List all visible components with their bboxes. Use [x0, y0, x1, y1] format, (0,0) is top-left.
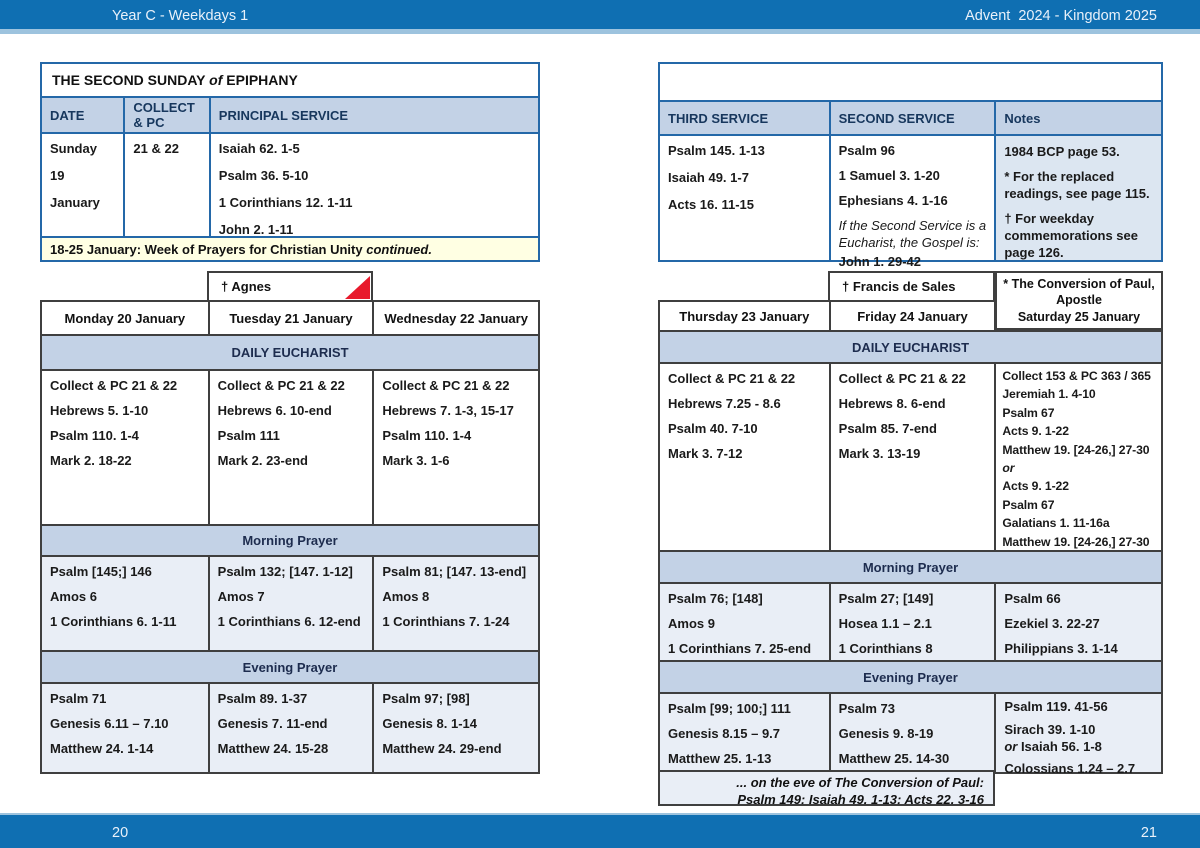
reading-line: Collect 153 & PC 363 / 365: [1002, 369, 1151, 383]
reading-line: Hebrews 5. 1-10: [50, 403, 149, 418]
reading-line: 1 Corinthians 7. 25-end: [668, 641, 812, 656]
reading-line: Matthew 25. 1-13: [668, 751, 772, 766]
reading-line: Psalm 119. 41-56: [1004, 699, 1108, 714]
reading-line: Matthew 24. 29-end: [382, 741, 502, 756]
section-daily-eucharist: DAILY EUCHARIST: [660, 332, 1161, 362]
section-row: [660, 550, 1161, 582]
reading-line: Psalm 110. 1-4: [382, 428, 472, 443]
reading-line: Mark 3. 13-19: [838, 446, 921, 461]
reading-line: Hebrews 6. 10-end: [217, 403, 332, 418]
collect-cell: [123, 134, 208, 236]
reading-line: Psalm 76; [148]: [668, 591, 763, 606]
reading-line: Isaiah 49. 1-7: [668, 170, 749, 185]
reading-line: Psalm 96: [838, 143, 896, 158]
feast-cell-agnes: [207, 271, 373, 302]
reading-line: Collect & PC 21 & 22: [50, 378, 178, 393]
feast-cell-francis-de-sales: [828, 271, 995, 302]
reading-line: 1 Corinthians 6. 1-11: [50, 614, 177, 629]
unity-note-text: 18-25 January: Week of Prayers for Christian Unity: [50, 242, 367, 257]
page-number-left: 20: [112, 825, 129, 841]
sunday-body-row: [42, 132, 538, 236]
morning-friday-cell: [829, 584, 995, 660]
reading-line: Hebrews 8. 6-end: [838, 396, 946, 411]
reading-line: Psalm 27; [149]: [838, 591, 934, 606]
reading-line: Acts 9. 1-22: [1002, 479, 1069, 494]
section-row: [42, 524, 538, 555]
reading-line: Collect & PC 21 & 22: [217, 378, 345, 393]
reading-line: [1004, 738, 1155, 755]
feast-flag-icon: [345, 276, 370, 299]
day-header-wednesday: Wednesday 22 January: [372, 302, 538, 334]
empty-title-cell: [660, 64, 1161, 100]
reading-line: Psalm 40. 7-10: [668, 421, 758, 436]
eucharist-tuesday-cell: [208, 371, 373, 524]
morning-saturday-cell: [994, 584, 1161, 660]
reading-line: Mark 3. 7-12: [668, 446, 743, 461]
reading-line: Hebrews 7.25 - 8.6: [668, 396, 781, 411]
morning-wednesday-cell: [372, 557, 538, 650]
eucharist-wednesday-cell: [372, 371, 538, 524]
morning-prayer-row: [42, 555, 538, 650]
week-table-left: [40, 300, 540, 774]
morning-tuesday-cell: [208, 557, 373, 650]
reading-line: Psalm 67: [1002, 405, 1055, 420]
feast-label: † Agnes: [221, 279, 272, 294]
section-row: [660, 660, 1161, 692]
reading-line: Jeremiah 1. 4-10: [1002, 387, 1096, 402]
morning-monday-cell: [42, 557, 208, 650]
or-separator: or: [1002, 461, 1015, 476]
reading-line: Amos 7: [217, 589, 265, 604]
reading-line: Ezekiel 3. 22-27: [1004, 616, 1100, 631]
reading-line: Amos 9: [668, 616, 715, 631]
day-header-saturday: Saturday 25 January: [1017, 309, 1141, 324]
note-line: * For the replaced readings, see page 115.: [1004, 169, 1150, 201]
reading-line: Psalm 67: [1002, 497, 1055, 512]
reading-line: Collect & PC 21 & 22: [382, 378, 510, 393]
reading-line: 1 Samuel 3. 1-20: [838, 168, 940, 183]
reading-line: Isaiah 62. 1-5: [218, 141, 300, 156]
reading-line: Psalm 132; [147. 1-12]: [217, 564, 353, 579]
day-header-row: [42, 302, 538, 334]
header-principal-service: PRINCIPAL SERVICE: [209, 98, 538, 132]
reading-line: Genesis 6.11 – 7.10: [50, 716, 169, 731]
reading-line: 1 Corinthians 6. 12-end: [217, 614, 361, 629]
unity-note-continued: continued.: [366, 242, 432, 257]
header-notes: Notes: [994, 102, 1161, 134]
date-line: 19: [50, 168, 65, 183]
reading-line: Psalm [145;] 146: [50, 564, 152, 579]
reading-line: Psalm 145. 1-13: [668, 143, 765, 158]
header-date: DATE: [50, 107, 85, 123]
day-header-tuesday: Tuesday 21 January: [208, 302, 373, 334]
eucharist-thursday-cell: [660, 364, 829, 550]
sunday-title-row-empty: [660, 64, 1161, 100]
third-service-cell: [660, 136, 829, 260]
reading-line: Matthew 19. [24-26,] 27-30: [1002, 534, 1150, 549]
date-cell: [42, 134, 123, 236]
day-header-friday: Friday 24 January: [829, 302, 995, 330]
reading-line: Hosea 1.1 – 2.1: [838, 616, 932, 631]
reading-line: Sirach 39. 1-10: [1004, 722, 1096, 737]
reading-line: Ephesians 4. 1-16: [838, 193, 948, 208]
reading-line: Philippians 3. 1-14: [1004, 641, 1118, 656]
reading-line: 1 Corinthians 12. 1-11: [218, 195, 353, 210]
eucharist-friday-cell: [829, 364, 995, 550]
title-italic: of: [209, 72, 223, 88]
header-second-service: SECOND SERVICE: [829, 102, 995, 134]
second-service-cell: [829, 136, 995, 269]
services-header-row: [660, 100, 1161, 134]
reading-line: Psalm 81; [147. 13-end]: [382, 564, 527, 579]
morning-thursday-cell: [660, 584, 829, 660]
reading-line: Mark 2. 18-22: [50, 453, 132, 468]
reading-line: Psalm 89. 1-37: [217, 691, 308, 706]
feast-label: † Francis de Sales: [842, 279, 956, 294]
date-line: Sunday: [50, 141, 97, 156]
reading-line: 1 Corinthians 7. 1-24: [382, 614, 510, 629]
header-collect-pc: COLLECT & PC: [123, 98, 208, 132]
reading-line: John 1. 29-42: [838, 254, 922, 269]
saturday-feast-label: * The Conversion of Paul, Apostle: [1003, 276, 1155, 308]
reading-line: Psalm 110. 1-4: [50, 428, 139, 443]
eucharist-monday-cell: [42, 371, 208, 524]
morning-prayer-row: [660, 582, 1161, 660]
evening-friday-cell: [829, 694, 995, 772]
reading-line: Matthew 19. [24-26,] 27-30: [1002, 442, 1150, 457]
reading-line: Genesis 9. 8-19: [838, 726, 934, 741]
section-evening-prayer: Evening Prayer: [42, 652, 538, 682]
reading-line: Psalm 85. 7-end: [838, 421, 937, 436]
section-morning-prayer: Morning Prayer: [42, 526, 538, 555]
reading-line: Mark 3. 1-6: [382, 453, 450, 468]
evening-wednesday-cell: [372, 684, 538, 772]
sunday-title-row: [42, 64, 538, 96]
reading-line: Acts 9. 1-22: [1002, 424, 1069, 439]
day-header-thursday: Thursday 23 January: [679, 308, 810, 324]
notes-cell: [994, 136, 1161, 260]
collect-value: 21 & 22: [133, 141, 179, 156]
page-number-right: 21: [1140, 825, 1157, 841]
reading-line: Psalm 97; [98]: [382, 691, 470, 706]
reading-text: Isaiah 56. 1-8: [1017, 739, 1102, 754]
eve-note-line: ... on the eve of The Conversion of Paul:: [736, 775, 984, 790]
section-row: [42, 650, 538, 682]
reading-line: Matthew 24. 15-28: [217, 741, 329, 756]
title-text: EPIPHANY: [222, 72, 298, 88]
section-row: [42, 334, 538, 369]
season-label: Advent 2024 - Kingdom 2025: [965, 8, 1157, 24]
reading-line: Amos 8: [382, 589, 430, 604]
reading-line: Matthew 25. 14-30: [838, 751, 950, 766]
title-text: THE SECOND SUNDAY: [52, 72, 210, 88]
unity-note: [42, 238, 538, 260]
services-body-row: [660, 134, 1161, 269]
evening-saturday-cell: [994, 694, 1161, 776]
section-evening-prayer: Evening Prayer: [660, 662, 1161, 692]
reading-line: Hebrews 7. 1-3, 15-17: [382, 403, 514, 418]
edition-label: Year C - Weekdays 1: [112, 8, 249, 24]
section-row: [660, 330, 1161, 362]
evening-tuesday-cell: [208, 684, 373, 772]
reading-line: Psalm 71: [50, 691, 107, 706]
sunday-title: [42, 64, 538, 96]
eve-note-line: Psalm 149: Isaiah 49. 1-13: Acts 22. 3-16: [737, 791, 984, 807]
reading-line: Psalm [99; 100;] 111: [668, 701, 791, 716]
note-line: † For weekday commemorations see page 126.: [1004, 211, 1138, 260]
top-header-bar: [0, 0, 1200, 34]
reading-line: Psalm 36. 5-10: [218, 168, 309, 183]
date-line: January: [50, 195, 100, 210]
eucharist-gospel-note: If the Second Service is a Eucharist, the Gospel is:: [838, 218, 987, 250]
reading-line: Colossians 1.24 – 2.7: [1004, 761, 1136, 776]
header-third-service: THIRD SERVICE: [668, 110, 769, 126]
reading-line: Psalm 66: [1004, 591, 1061, 606]
reading-line: Genesis 8. 1-14: [382, 716, 477, 731]
reading-line: Amos 6: [50, 589, 97, 604]
reading-line: Galatians 1. 11-16a: [1002, 516, 1110, 531]
evening-prayer-row: [42, 682, 538, 772]
day-header-monday: Monday 20 January: [64, 310, 186, 326]
saturday-header-cell: [995, 271, 1163, 330]
section-daily-eucharist: DAILY EUCHARIST: [42, 336, 538, 369]
evening-thursday-cell: [660, 694, 829, 772]
sunday-header-row: [42, 96, 538, 132]
reading-line: Genesis 7. 11-end: [217, 716, 328, 731]
evening-prayer-row: [660, 692, 1161, 776]
reading-line: Psalm 73: [838, 701, 896, 716]
eucharist-row: [42, 369, 538, 524]
reading-line: Collect & PC 21 & 22: [838, 371, 966, 386]
sunday-table-left: [40, 62, 540, 262]
week-table-right: [658, 300, 1163, 774]
eve-of-conversion-note: [658, 770, 995, 806]
eucharist-saturday-cell: [994, 364, 1161, 550]
reading-line: Psalm 111: [217, 428, 280, 443]
reading-line: 1 Corinthians 8: [838, 641, 933, 656]
reading-line: John 2. 1-11: [218, 222, 294, 237]
unity-note-row: [42, 236, 538, 260]
evening-monday-cell: [42, 684, 208, 772]
reading-line: Genesis 8.15 – 9.7: [668, 726, 781, 741]
section-morning-prayer: Morning Prayer: [660, 552, 1161, 582]
bottom-footer-bar: [0, 813, 1200, 848]
reading-line: Matthew 24. 1-14: [50, 741, 154, 756]
or-word: or: [1004, 739, 1018, 754]
sunday-table-right: [658, 62, 1163, 269]
principal-service-cell: [209, 134, 538, 236]
reading-line: Acts 16. 11-15: [668, 197, 755, 212]
reading-line: Mark 2. 23-end: [217, 453, 308, 468]
note-line: 1984 BCP page 53.: [1004, 144, 1120, 159]
eucharist-row: [660, 362, 1161, 550]
reading-line: Collect & PC 21 & 22: [668, 371, 796, 386]
